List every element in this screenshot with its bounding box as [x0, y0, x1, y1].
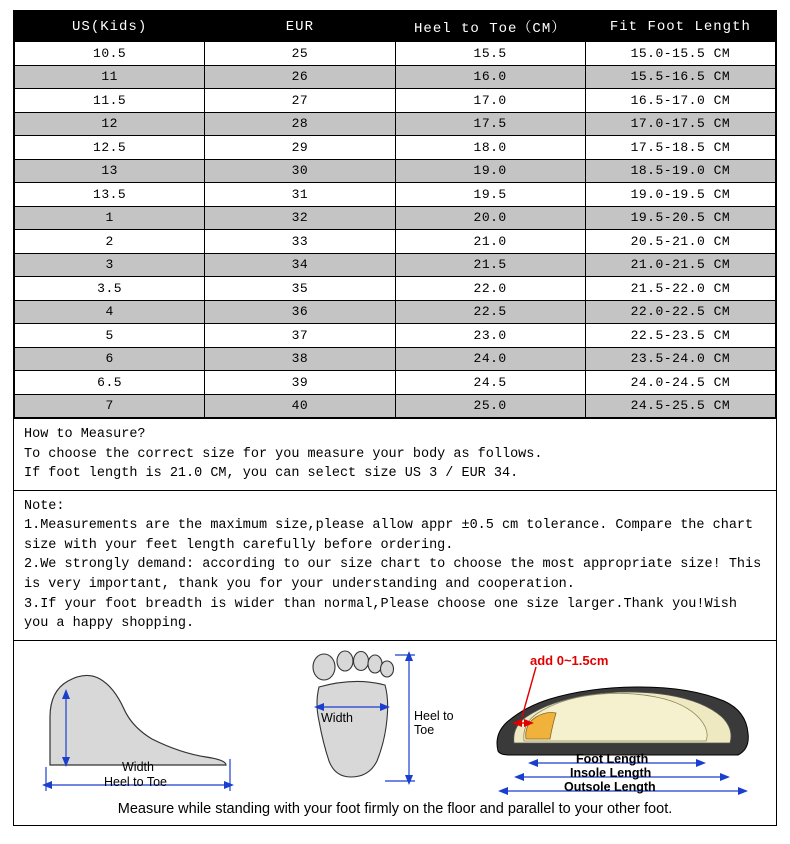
footprint-figure [285, 647, 455, 797]
cell-us-kids: 3.5 [15, 277, 205, 301]
cell-heel-to-toe: 22.5 [395, 300, 585, 324]
cell-heel-to-toe: 24.5 [395, 371, 585, 395]
note-item-3: 3.If your foot breadth is wider than normal,Please choose one size larger.Thank you!Wish [24, 596, 737, 612]
cell-eur: 31 [205, 183, 395, 207]
table-row [15, 324, 776, 348]
cell-us-kids: 4 [15, 300, 205, 324]
cell-fit-foot-length: 17.0-17.5 CM [585, 112, 775, 136]
foot-silhouette [50, 675, 226, 765]
cell-us-kids: 6.5 [15, 371, 205, 395]
note-item-2: 2.We strongly demand: according to our size chart to choose the most appropriate size! This [24, 557, 762, 573]
cell-fit-foot-length: 20.5-21.0 CM [585, 230, 775, 254]
cell-fit-foot-length: 15.5-16.5 CM [585, 65, 775, 89]
cell-eur: 32 [205, 206, 395, 230]
add-gap-label: add 0~1.5cm [530, 652, 609, 668]
cell-eur: 25 [205, 42, 395, 66]
cell-fit-foot-length: 24.5-25.5 CM [585, 394, 775, 418]
note-item-3-cont: you a happy shopping. [24, 616, 195, 632]
cell-us-kids: 7 [15, 394, 205, 418]
cell-eur: 27 [205, 89, 395, 113]
table-header [15, 12, 776, 42]
column-header-us-kids: US(Kids) [15, 12, 205, 42]
cell-fit-foot-length: 21.0-21.5 CM [585, 253, 775, 277]
cell-fit-foot-length: 16.5-17.0 CM [585, 89, 775, 113]
note-title: Note: [24, 498, 65, 514]
table-row [15, 89, 776, 113]
note-block [14, 490, 776, 640]
cell-us-kids: 3 [15, 253, 205, 277]
cell-us-kids: 12.5 [15, 136, 205, 160]
cell-us-kids: 2 [15, 230, 205, 254]
footprint-heel-to-toe-label: Heel to Toe [414, 708, 454, 737]
note-item-1-cont: size with your feet length carefully before ordering. [24, 537, 454, 553]
table-row [15, 136, 776, 160]
cell-eur: 29 [205, 136, 395, 160]
cell-fit-foot-length: 22.5-23.5 CM [585, 324, 775, 348]
cell-eur: 37 [205, 324, 395, 348]
cell-eur: 28 [205, 112, 395, 136]
cell-us-kids: 13.5 [15, 183, 205, 207]
measurement-figures-block [14, 640, 776, 825]
table-row [15, 253, 776, 277]
table-row [15, 159, 776, 183]
cell-heel-to-toe: 15.5 [395, 42, 585, 66]
table-row [15, 206, 776, 230]
cell-heel-to-toe: 20.0 [395, 206, 585, 230]
cell-heel-to-toe: 16.0 [395, 65, 585, 89]
cell-eur: 34 [205, 253, 395, 277]
cell-heel-to-toe: 22.0 [395, 277, 585, 301]
foot-length-label: Foot Length [576, 751, 649, 766]
cell-us-kids: 13 [15, 159, 205, 183]
cell-us-kids: 6 [15, 347, 205, 371]
size-chart-page [13, 10, 777, 826]
cell-heel-to-toe: 19.0 [395, 159, 585, 183]
cell-heel-to-toe: 24.0 [395, 347, 585, 371]
cell-us-kids: 12 [15, 112, 205, 136]
cell-us-kids: 10.5 [15, 42, 205, 66]
foot-side-heel-to-toe-label: Heel to Toe [104, 774, 168, 789]
column-header-heel-to-toe: Heel to Toe（CM） [395, 12, 585, 42]
cell-fit-foot-length: 19.5-20.5 CM [585, 206, 775, 230]
size-chart-table [14, 11, 776, 418]
cell-heel-to-toe: 18.0 [395, 136, 585, 160]
table-row [15, 112, 776, 136]
table-row [15, 394, 776, 418]
table-body [15, 42, 776, 418]
cell-heel-to-toe: 17.0 [395, 89, 585, 113]
cell-eur: 39 [205, 371, 395, 395]
cell-eur: 38 [205, 347, 395, 371]
table-row [15, 65, 776, 89]
sole-silhouette [317, 681, 388, 777]
how-to-measure-block [14, 418, 776, 490]
table-row [15, 277, 776, 301]
cell-heel-to-toe: 19.5 [395, 183, 585, 207]
note-item-2-cont: is very important, thank you for your understanding and cooperation. [24, 576, 575, 592]
cell-heel-to-toe: 21.5 [395, 253, 585, 277]
cell-fit-foot-length: 21.5-22.0 CM [585, 277, 775, 301]
footprint-width-label: Width [321, 710, 353, 725]
table-header-row [15, 12, 776, 42]
table-row [15, 42, 776, 66]
foot-side-figure [20, 647, 260, 797]
cell-us-kids: 11 [15, 65, 205, 89]
cell-fit-foot-length: 24.0-24.5 CM [585, 371, 775, 395]
cell-fit-foot-length: 19.0-19.5 CM [585, 183, 775, 207]
how-to-measure-title: How to Measure? [24, 427, 146, 442]
foot-side-width-label: Width [122, 759, 154, 774]
insole-length-label: Insole Length [570, 765, 652, 780]
cell-fit-foot-length: 22.0-22.5 CM [585, 300, 775, 324]
how-to-measure-line1: To choose the correct size for you measure your body as follows. [24, 446, 543, 462]
cell-us-kids: 11.5 [15, 89, 205, 113]
cell-eur: 36 [205, 300, 395, 324]
outsole-length-label: Outsole Length [564, 779, 656, 794]
cell-eur: 33 [205, 230, 395, 254]
table-row [15, 300, 776, 324]
cell-heel-to-toe: 21.0 [395, 230, 585, 254]
cell-eur: 35 [205, 277, 395, 301]
cell-fit-foot-length: 15.0-15.5 CM [585, 42, 775, 66]
shoe-cross-section-figure [480, 647, 770, 797]
table-row [15, 183, 776, 207]
column-header-eur: EUR [205, 12, 395, 42]
table-row [15, 230, 776, 254]
note-item-1: 1.Measurements are the maximum size,please allow appr ±0.5 cm tolerance. Compare the chart [24, 518, 754, 534]
cell-fit-foot-length: 23.5-24.0 CM [585, 347, 775, 371]
cell-us-kids: 1 [15, 206, 205, 230]
cell-eur: 30 [205, 159, 395, 183]
measure-caption: Measure while standing with your foot firmly on the floor and parallel to your other foot. [117, 800, 673, 817]
column-header-fit-foot-length: Fit Foot Length [585, 12, 775, 42]
how-to-measure-line2: If foot length is 21.0 CM, you can select size US 3 / EUR 34. [24, 466, 519, 482]
cell-eur: 40 [205, 394, 395, 418]
table-row [15, 347, 776, 371]
cell-heel-to-toe: 23.0 [395, 324, 585, 348]
cell-heel-to-toe: 17.5 [395, 112, 585, 136]
figures-row [14, 641, 776, 797]
toes-group [313, 651, 394, 680]
cell-us-kids: 5 [15, 324, 205, 348]
cell-fit-foot-length: 17.5-18.5 CM [585, 136, 775, 160]
table-row [15, 371, 776, 395]
cell-eur: 26 [205, 65, 395, 89]
cell-fit-foot-length: 18.5-19.0 CM [585, 159, 775, 183]
cell-heel-to-toe: 25.0 [395, 394, 585, 418]
